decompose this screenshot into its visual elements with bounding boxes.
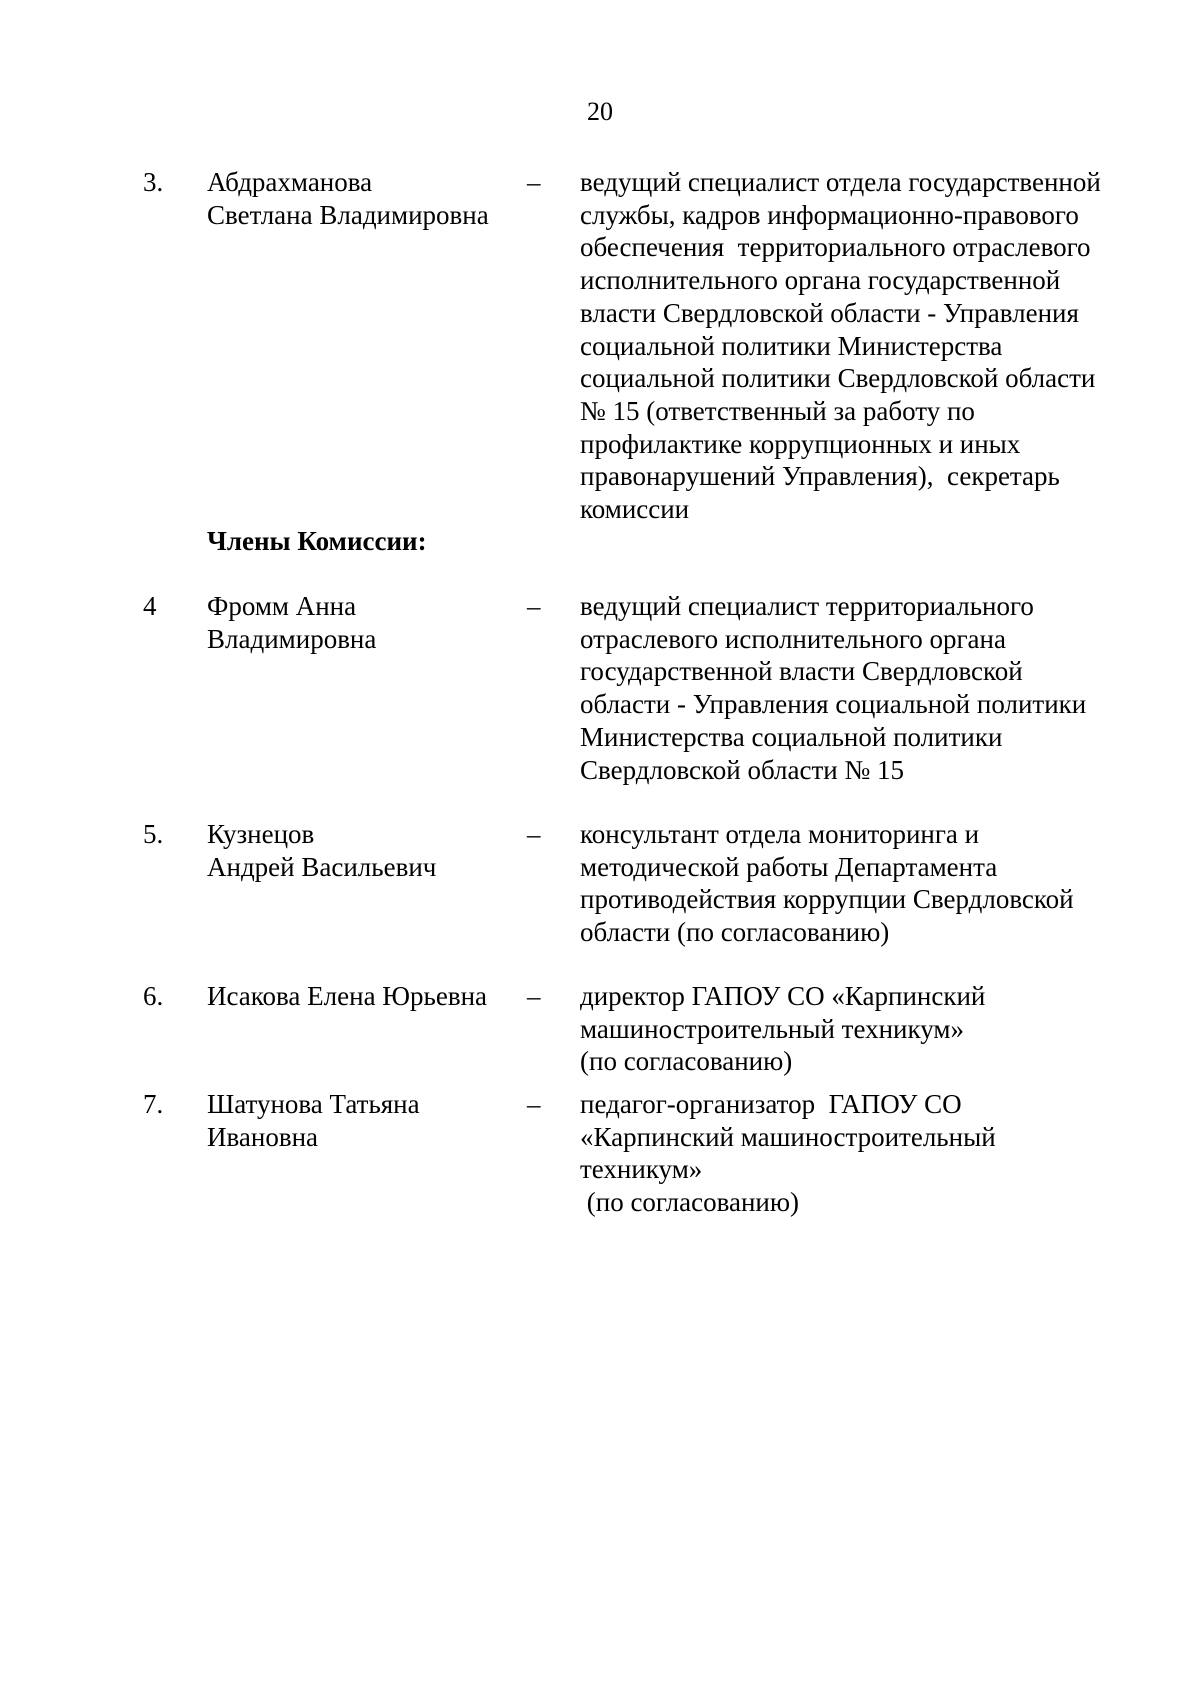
member-name [207,818,522,883]
description-line: социальной политики Министерства [580,330,1003,361]
member-name-line: Исакова Елена Юрьевна [207,981,488,1011]
member-description [580,980,1140,1078]
entry-dash: – [527,167,541,197]
member-name [207,1088,522,1153]
member-name-line: Владимировна [207,623,377,654]
description-line: (по согласованию) [580,1187,800,1218]
description-line: техникум» [580,1154,703,1185]
member-name-line: Абдрахманова [207,167,373,197]
entry-dash: – [527,1089,541,1119]
entry-number: 3. [143,167,164,197]
member-name-line: Андрей Васильевич [207,851,437,882]
member-name [207,590,522,655]
description-line: обеспечения территориального отраслевого [580,232,1091,263]
entry-dash: – [527,819,541,849]
description-line: машиностроительный техникум» [580,1013,964,1044]
member-name-line: Шатунова Татьяна [207,1089,420,1119]
description-line: правонарушений Управления), секретарь [580,461,1060,492]
description-line: области - Управления социальной политики [580,689,1087,720]
page-number: 20 [587,97,613,126]
member-description [580,818,1140,949]
member-name-line: Кузнецов [207,819,315,849]
entry-number: 6. [143,981,164,1011]
entry-dash: – [527,981,541,1011]
description-line: педагог-организатор ГАПОУ СО [580,1089,962,1119]
description-line: ведущий специалист территориального [580,591,1034,621]
member-name [207,980,522,1013]
description-line: «Карпинский машиностроительный [580,1121,996,1152]
member-name [207,166,522,231]
member-name-line: Светлана Владимировна [207,199,489,230]
member-name-line: Ивановна [207,1121,319,1152]
description-line: директор ГАПОУ СО «Карпинский [580,981,986,1011]
description-line: Министерства социальной политики [580,721,1003,752]
member-description [580,166,1140,526]
description-line: комиссии [580,494,690,525]
member-description [580,1088,1140,1219]
entry-dash: – [527,591,541,621]
entry-number: 7. [143,1089,164,1119]
description-line: Свердловской области № 15 [580,754,904,785]
description-line: социальной политики Свердловской области [580,363,1096,394]
member-description [580,590,1140,786]
description-line: области (по согласованию) [580,917,890,948]
description-line: консультант отдела мониторинга и [580,819,980,849]
description-line: противодействия коррупции Свердловской [580,884,1074,915]
entry-number: 5. [143,819,164,849]
description-line: исполнительного органа государственной [580,265,1061,296]
description-line: ведущий специалист отдела государственной [580,167,1101,197]
member-name-line: Фромм Анна [207,591,357,621]
description-line: государственной власти Свердловской [580,656,1023,687]
section-heading: Члены Комиссии: [207,526,427,556]
description-line: службы, кадров информационно-правового [580,199,1079,230]
description-line: методической работы Департамента [580,851,998,882]
description-line: (по согласованию) [580,1046,793,1077]
entry-number: 4 [143,591,157,621]
description-line: власти Свердловской области - Управления [580,297,1079,328]
description-line: № 15 (ответственный за работу по [580,395,975,426]
description-line: отраслевого исполнительного органа [580,623,1006,654]
description-line: профилактике коррупционных и иных [580,428,1021,459]
